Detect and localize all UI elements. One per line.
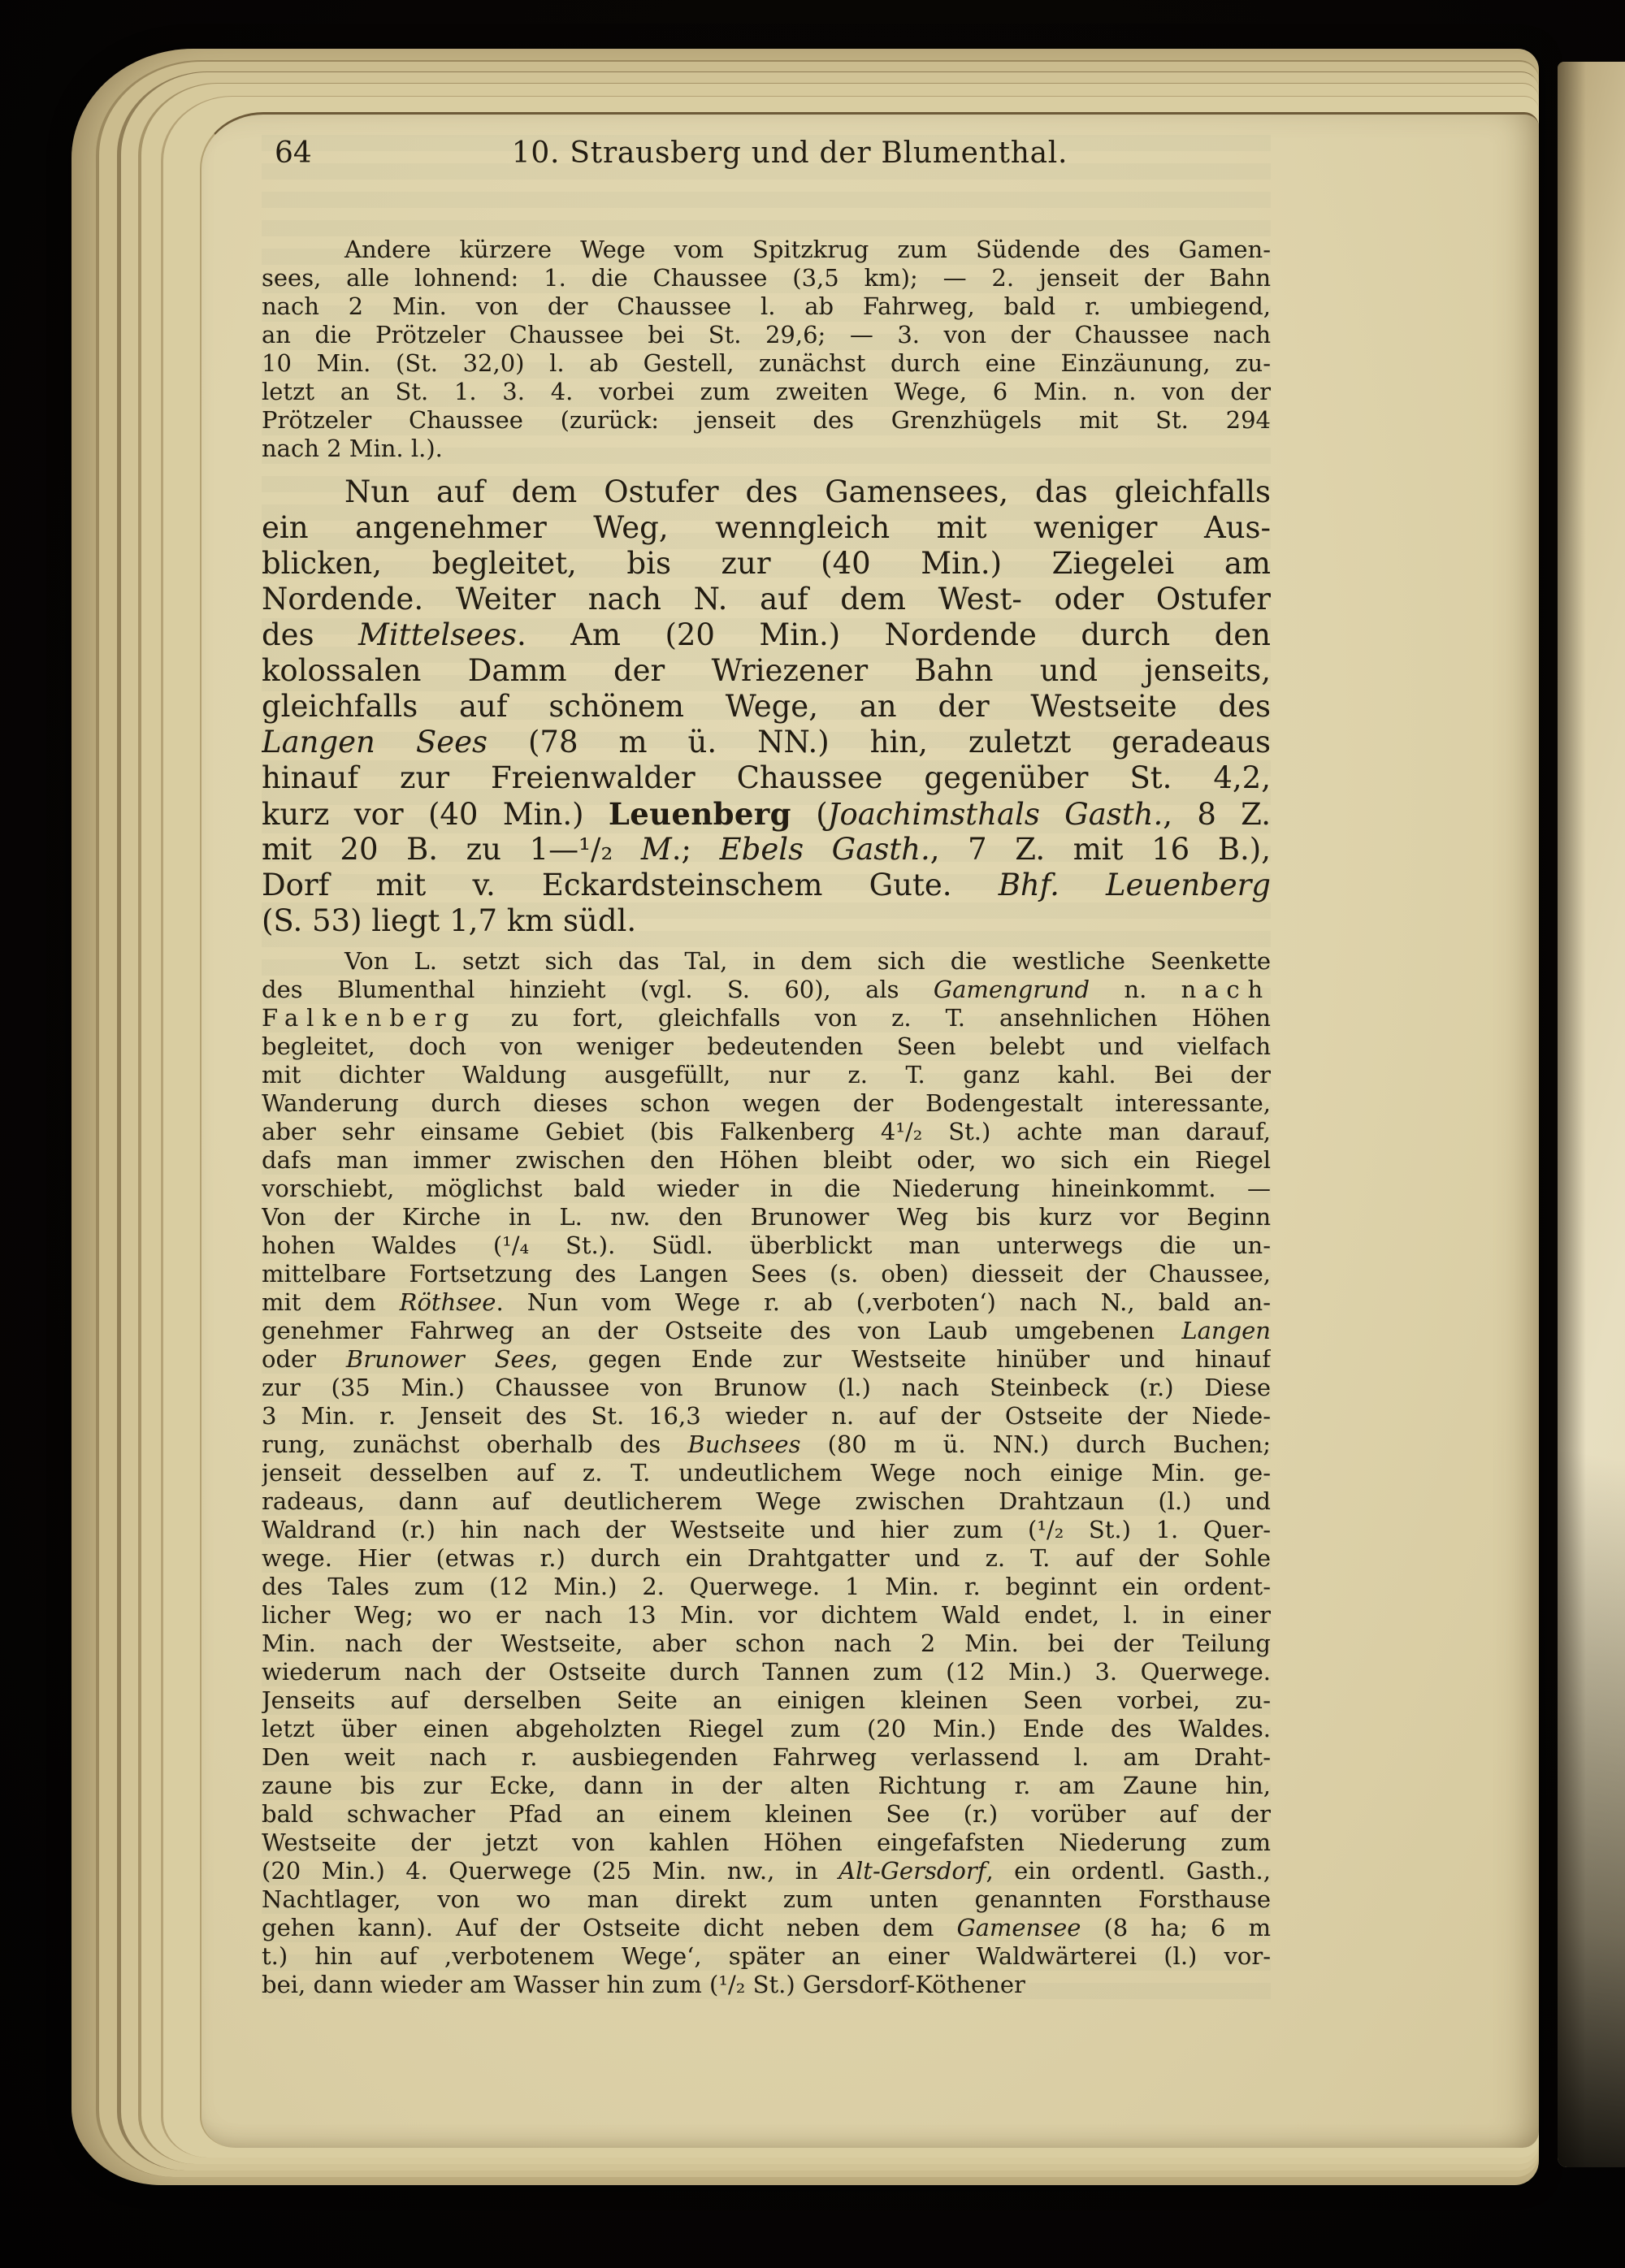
page-header	[262, 135, 1271, 172]
text-line: Prötzeler Chaussee (zurück: jenseit des Grenzhügels mit St. 294	[262, 406, 1271, 434]
text-line: des Blumenthal hinzieht (vgl. S. 60), als Gamengrund n. nach	[262, 976, 1271, 1003]
text-line: bald schwacher Pfad an einem kleinen See (r.) vorüber auf der	[262, 1800, 1271, 1828]
text-line: blicken, begleitet, bis zur (40 Min.) Ziegelei am	[262, 546, 1271, 581]
text-line: zur (35 Min.) Chaussee von Brunow (l.) nach Steinbeck (r.) Diese	[262, 1374, 1271, 1401]
text-line: 10 Min. (St. 32,0) l. ab Gestell, zunächst durch eine Einzäunung, zu-	[262, 349, 1271, 377]
text-line: wiederum nach der Ostseite durch Tannen zum (12 Min.) 3. Querwege.	[262, 1658, 1271, 1686]
text-line: mit dichter Waldung ausgefüllt, nur z. T. ganz kahl. Bei der	[262, 1061, 1271, 1089]
text-line: Wanderung durch dieses schon wegen der Bodengestalt interessante,	[262, 1089, 1271, 1117]
text-line: Von der Kirche in L. nw. den Brunower Weg bis kurz vor Beginn	[262, 1203, 1271, 1231]
text-line: nach 2 Min. l.).	[262, 435, 443, 462]
adjacent-page-edge	[1558, 62, 1625, 2167]
text-line: wege. Hier (etwas r.) durch ein Drahtgatter und z. T. auf der Sohle	[262, 1544, 1271, 1572]
text-line: kolossalen Damm der Wriezener Bahn und jenseits,	[262, 653, 1271, 688]
text-line: rung, zunächst oberhalb des Buchsees (80 m ü. NN.) durch Buchen;	[262, 1430, 1271, 1458]
text-line: letzt an St. 1. 3. 4. vorbei zum zweiten Wege, 6 Min. n. von der	[262, 378, 1271, 405]
text-line: Nun auf dem Ostufer des Gamensees, das gleichfalls	[344, 474, 1271, 509]
text-line: des Tales zum (12 Min.) 2. Querwege. 1 Min. r. beginnt ein ordent-	[262, 1573, 1271, 1600]
text-line: hohen Waldes (¹/₄ St.). Südl. überblickt man unterwegs die un-	[262, 1231, 1271, 1259]
text-line: ein angenehmer Weg, wenngleich mit weniger Aus-	[262, 510, 1271, 545]
text-line: genehmer Fahrweg an der Ostseite des von Laub umgebenen Langen	[262, 1317, 1271, 1344]
text-line: Waldrand (r.) hin nach der Westseite und hier zum (¹/₂ St.) 1. Quer-	[262, 1516, 1271, 1543]
chapter-running-title: 10. Strausberg und der Blumenthal.	[511, 136, 1068, 170]
text-line: gleichfalls auf schönem Wege, an der Westseite des	[262, 689, 1271, 724]
page-number: 64	[275, 136, 312, 170]
text-line: Nachtlager, von wo man direkt zum unten genannten Forsthause	[262, 1885, 1271, 1913]
text-line: begleitet, doch von weniger bedeutenden Seen belebt und vielfach	[262, 1032, 1271, 1060]
text-line: Dorf mit v. Eckardsteinschem Gute. Bhf. Leuenberg	[262, 868, 1271, 902]
text-line: gehen kann). Auf der Ostseite dicht neben dem Gamensee (8 ha; 6 m	[262, 1914, 1271, 1941]
text-line: nach 2 Min. von der Chaussee l. ab Fahrweg, bald r. umbiegend,	[262, 292, 1271, 320]
text-line: bei, dann wieder am Wasser hin zum (¹/₂ St.) Gersdorf-Köthener	[262, 1971, 1025, 1998]
intro-paragraph	[262, 236, 1271, 463]
text-line: letzt über einen abgeholzten Riegel zum (20 Min.) Ende des Waldes.	[262, 1715, 1271, 1742]
text-line: dafs man immer zwischen den Höhen bleibt oder, wo sich ein Riegel	[262, 1146, 1271, 1174]
text-line: Langen Sees (78 m ü. NN.) hin, zuletzt geradeaus	[262, 725, 1271, 760]
text-line: radeaus, dann auf deutlicherem Wege zwischen Drahtzaun (l.) und	[262, 1487, 1271, 1515]
text-line: zaune bis zur Ecke, dann in der alten Richtung r. am Zaune hin,	[262, 1772, 1271, 1799]
text-line: Den weit nach r. ausbiegenden Fahrweg verlassend l. am Draht-	[262, 1743, 1271, 1771]
text-line: oder Brunower Sees, gegen Ende zur Westseite hinüber und hinauf	[262, 1345, 1271, 1373]
text-line: 3 Min. r. Jenseit des St. 16,3 wieder n. auf der Ostseite der Niede-	[262, 1402, 1271, 1430]
text-line: Min. nach der Westseite, aber schon nach 2 Min. bei der Teilung	[262, 1630, 1271, 1657]
text-line: Jenseits auf derselben Seite an einigen kleinen Seen vorbei, zu-	[262, 1686, 1271, 1714]
text-line: kurz vor (40 Min.) Leuenberg (Joachimsthals Gasth., 8 Z.	[262, 796, 1271, 832]
text-line: jenseit desselben auf z. T. undeutlichem Wege noch einige Min. ge-	[262, 1459, 1271, 1487]
text-line: mittelbare Fortsetzung des Langen Sees (s. oben) diesseit der Chaussee,	[262, 1260, 1271, 1288]
text-line: hinauf zur Freienwalder Chaussee gegenüber St. 4,2,	[262, 760, 1271, 795]
text-line: Westseite der jetzt von kahlen Höhen eingefafsten Niederung zum	[262, 1829, 1271, 1856]
text-line: Nordende. Weiter nach N. auf dem West- oder Ostufer	[262, 582, 1271, 617]
text-line: Von L. setzt sich das Tal, in dem sich die westliche Seenkette	[344, 947, 1271, 975]
text-line: licher Weg; wo er nach 13 Min. vor dichtem Wald endet, l. in einer	[262, 1601, 1271, 1629]
text-line: (S. 53) liegt 1,7 km südl.	[262, 903, 637, 938]
main-paragraph	[262, 474, 1271, 939]
text-line: vorschiebt, möglichst bald wieder in die Niederung hineinkommt. —	[262, 1175, 1271, 1202]
text-line: Falkenberg zu fort, gleichfalls von z. T. ansehnlichen Höhen	[262, 1004, 1271, 1032]
text-line: des Mittelsees. Am (20 Min.) Nordende durch den	[262, 617, 1271, 652]
text-line: sees, alle lohnend: 1. die Chaussee (3,5 km); — 2. jenseit der Bahn	[262, 264, 1271, 292]
text-line: t.) hin auf ,verbotenem Wege‘, später an einer Waldwärterei (l.) vor-	[262, 1942, 1271, 1970]
page-content	[262, 135, 1271, 1999]
text-line: aber sehr einsame Gebiet (bis Falkenberg 4¹/₂ St.) achte man darauf,	[262, 1118, 1271, 1145]
book-left-page-stack	[72, 49, 1539, 2185]
text-line: mit dem Röthsee. Nun vom Wege r. ab (,verboten‘) nach N., bald an-	[262, 1288, 1271, 1316]
text-line: mit 20 B. zu 1—¹/₂ M.; Ebels Gasth., 7 Z. mit 16 B.),	[262, 832, 1271, 867]
text-line: an die Prötzeler Chaussee bei St. 29,6; — 3. von der Chaussee nach	[262, 321, 1271, 348]
text-line: Andere kürzere Wege vom Spitzkrug zum Südende des Gamen-	[344, 236, 1271, 263]
detail-paragraph	[262, 947, 1271, 1999]
text-line: (20 Min.) 4. Querwege (25 Min. nw., in Alt-Gersdorf, ein ordentl. Gasth.,	[262, 1857, 1271, 1885]
